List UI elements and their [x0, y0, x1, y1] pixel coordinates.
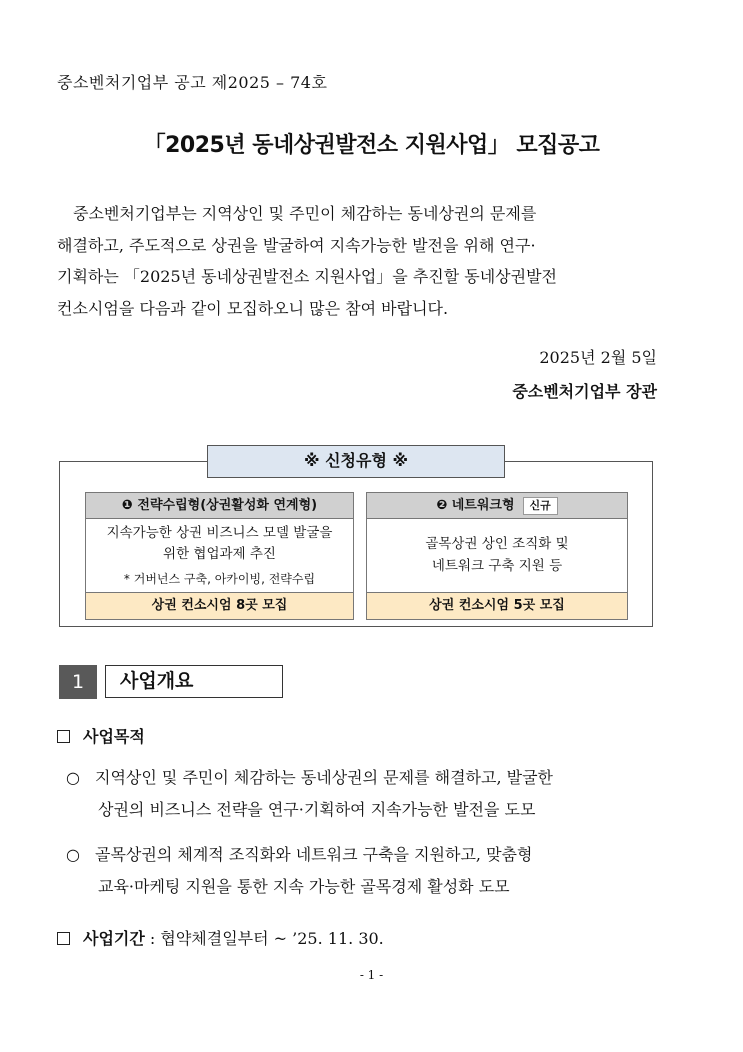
- period-value: : 협약체결일부터 ~ ’25. 11. 30.: [149, 929, 384, 948]
- bullet-line: 교육·마케팅 지원을 통한 지속 가능한 골목경제 활성화 도모: [98, 877, 510, 896]
- card-desc-line: 골목상권 상인 조직화 및: [425, 536, 569, 552]
- card-heading: [367, 493, 627, 519]
- intro-paragraph: [57, 198, 689, 324]
- card-footer: 상권 컨소시엄 8곳 모집: [86, 592, 353, 619]
- card-heading-text: ❷ 네트워크형: [436, 498, 515, 513]
- intro-line: 컨소시엄을 다음과 같이 모집하오니 많은 참여 바랍니다.: [57, 298, 449, 318]
- card-desc-line: 지속가능한 상권 비즈니스 모델 발굴을: [106, 525, 333, 541]
- circle-bullet-icon: ○: [66, 768, 80, 787]
- card-desc-line: 네트워크 구축 지원 등: [431, 558, 563, 574]
- page-title: 「2025년 동네상권발전소 지원사업」 모집공고: [143, 133, 600, 158]
- card-footer: 상권 컨소시엄 5곳 모집: [367, 592, 627, 619]
- section-number: 1: [59, 665, 97, 699]
- bullet-line: 골목상권의 체계적 조직화와 네트워크 구축을 지원하고, 맞춤형: [95, 845, 533, 864]
- checkbox-square-icon: [57, 730, 70, 743]
- card-note: * 거버넌스 구축, 아카이빙, 전략수립: [123, 572, 316, 586]
- card-network-type: [366, 492, 628, 620]
- list-item: [66, 762, 656, 826]
- bullet-line: 지역상인 및 주민이 체감하는 동네상권의 문제를 해결하고, 발굴한: [95, 768, 554, 787]
- bullet-line: 상권의 비즈니스 전략을 연구·기획하여 지속가능한 발전을 도모: [98, 800, 536, 819]
- announcement-number: 중소벤처기업부 공고 제2025 – 74호: [57, 73, 328, 92]
- card-desc-line: 위한 협업과제 추진: [163, 546, 276, 562]
- purpose-heading: [57, 724, 145, 747]
- card-strategy-type: [85, 492, 354, 620]
- business-period: [57, 926, 384, 949]
- apply-types-title: ※ 신청유형 ※: [207, 445, 505, 478]
- new-badge: 신규: [523, 497, 558, 515]
- checkbox-square-icon: [57, 932, 70, 945]
- period-label: 사업기간: [83, 929, 145, 948]
- announcement-date: 2025년 2월 5일: [539, 348, 657, 367]
- list-item: [66, 839, 656, 903]
- section-title: 사업개요: [105, 665, 283, 698]
- purpose-heading-text: 사업목적: [83, 727, 145, 746]
- intro-line: 중소벤처기업부는 지역상인 및 주민이 체감하는 동네상권의 문제를: [73, 204, 537, 223]
- circle-bullet-icon: ○: [66, 845, 80, 864]
- page-number: - 1 -: [359, 968, 384, 982]
- intro-line: 해결하고, 주도적으로 상권을 발굴하여 지속가능한 발전을 위해 연구·: [57, 235, 536, 255]
- intro-line: 기획하는 「2025년 동네상권발전소 지원사업」을 추진할 동네상권발전: [57, 267, 558, 286]
- minister-signature: 중소벤처기업부 장관: [512, 382, 657, 401]
- card-heading: ❶ 전략수립형(상권활성화 연계형): [86, 493, 353, 519]
